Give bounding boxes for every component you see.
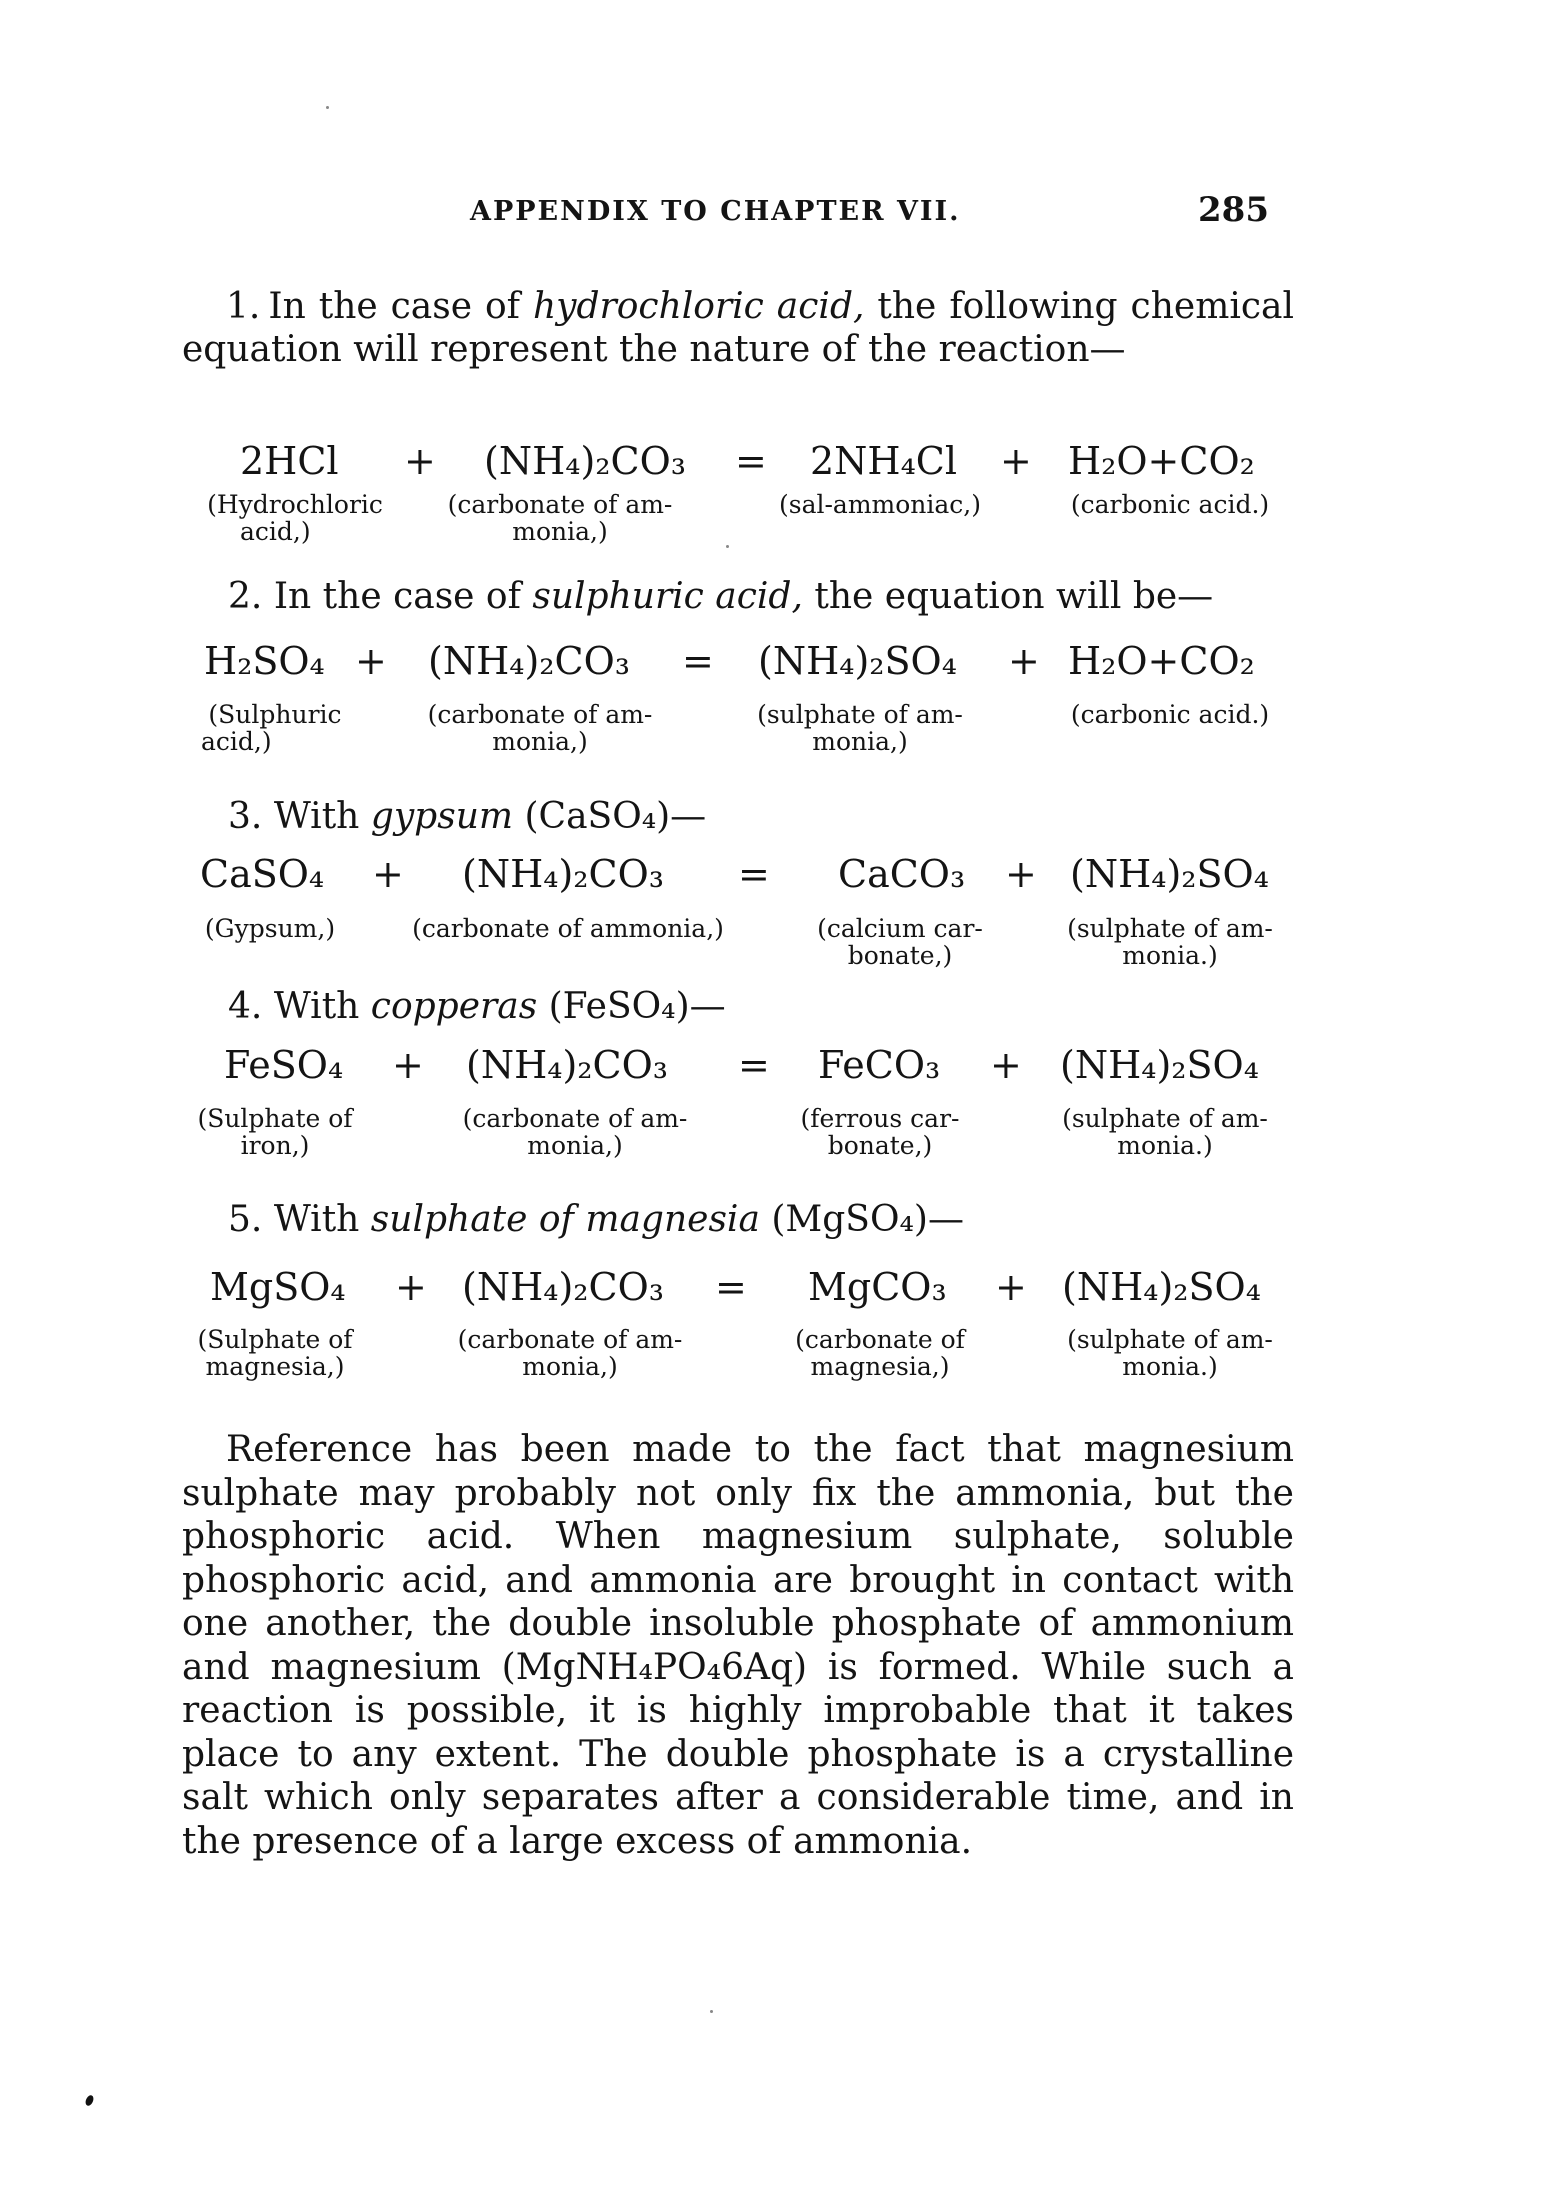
- eq-term: (NH₄)₂CO₃: [462, 852, 664, 896]
- eq-operator: +: [1005, 852, 1037, 896]
- eq-caption: (carbonate of am- monia,): [427, 700, 653, 756]
- ink-speck: [84, 2094, 95, 2107]
- eq-caption: (carbonic acid.): [1070, 700, 1270, 729]
- equation-3: [0, 849, 1564, 899]
- eq-operator: +: [372, 852, 404, 896]
- eq-term: (NH₄)₂CO₃: [462, 1265, 664, 1309]
- eq-operator: +: [355, 639, 387, 683]
- section-text: In the case of: [273, 576, 533, 617]
- eq-caption: (sal-ammoniac,): [778, 490, 981, 519]
- section-term: hydrochloric acid,: [532, 286, 865, 327]
- eq-operator: +: [995, 1265, 1027, 1309]
- section-text: (MgSO₄)—: [759, 1199, 964, 1240]
- eq-term: (NH₄)₂SO₄: [1060, 1043, 1259, 1087]
- eq-operator: +: [990, 1043, 1022, 1087]
- eq-term: (NH₄)₂SO₄: [1062, 1265, 1261, 1309]
- section-1-intro: [182, 285, 1294, 371]
- eq-term: (NH₄)₂CO₃: [466, 1043, 668, 1087]
- section-text: (CaSO₄)—: [513, 796, 707, 837]
- section-text: With: [273, 1199, 371, 1240]
- eq-caption: (carbonate of am- monia,): [447, 490, 673, 546]
- eq-operator: =: [738, 852, 770, 896]
- section-number: 3.: [228, 796, 263, 837]
- eq-caption: (carbonate of ammonia,): [412, 914, 724, 943]
- eq-term: (NH₄)₂CO₃: [428, 639, 630, 683]
- eq-term: FeSO₄: [224, 1043, 344, 1087]
- eq-term: CaCO₃: [838, 852, 966, 896]
- eq-term: (NH₄)₂CO₃: [484, 439, 686, 483]
- section-number: 2.: [228, 576, 263, 617]
- eq-caption: (sulphate of am- monia.): [1067, 1325, 1273, 1381]
- section-text: With: [273, 796, 371, 837]
- eq-caption: (Sulphate of magnesia,): [197, 1325, 353, 1381]
- eq-operator: +: [1008, 639, 1040, 683]
- page-number: 285: [1198, 190, 1269, 230]
- section-text: (FeSO₄)—: [537, 986, 726, 1027]
- eq-operator: +: [395, 1265, 427, 1309]
- eq-term: FeCO₃: [818, 1043, 941, 1087]
- eq-caption: (carbonic acid.): [1070, 490, 1270, 519]
- section-term: copperas: [370, 986, 538, 1027]
- scan-dot: [326, 106, 329, 109]
- eq-term: H₂O+CO₂: [1068, 439, 1255, 483]
- running-head: APPENDIX TO CHAPTER VII.: [470, 196, 961, 227]
- section-4-intro: [228, 985, 726, 1028]
- eq-caption: (Sulphate of iron,): [197, 1104, 353, 1160]
- eq-term: (NH₄)₂SO₄: [758, 639, 957, 683]
- eq-caption: (calcium car- bonate,): [817, 914, 983, 970]
- eq-caption: (carbonate of magnesia,): [795, 1325, 965, 1381]
- eq-caption: (sulphate of am- monia.): [1067, 914, 1273, 970]
- eq-term: 2HCl: [240, 439, 339, 483]
- eq-caption: (carbonate of am- monia,): [462, 1104, 688, 1160]
- eq-operator: =: [735, 439, 767, 483]
- equation-2: [0, 636, 1564, 686]
- eq-term: CaSO₄: [200, 852, 325, 896]
- eq-operator: +: [392, 1043, 424, 1087]
- section-text: With: [273, 986, 371, 1027]
- eq-operator: +: [404, 439, 436, 483]
- eq-caption: (carbonate of am- monia,): [457, 1325, 683, 1381]
- eq-operator: =: [715, 1265, 747, 1309]
- section-term: gypsum: [370, 796, 514, 837]
- eq-term: 2NH₄Cl: [810, 439, 958, 483]
- section-text: the equation will be—: [802, 576, 1214, 617]
- eq-term: H₂SO₄: [204, 639, 325, 683]
- eq-caption: (sulphate of am- monia,): [757, 700, 963, 756]
- eq-term: MgCO₃: [808, 1265, 947, 1309]
- eq-operator: =: [738, 1043, 770, 1087]
- section-number: 1.: [226, 286, 261, 327]
- section-term: sulphuric acid,: [532, 576, 803, 617]
- section-5-intro: [228, 1198, 964, 1241]
- eq-term: MgSO₄: [210, 1265, 346, 1309]
- eq-caption: (Gypsum,): [204, 914, 336, 943]
- eq-term: H₂O+CO₂: [1068, 639, 1255, 683]
- section-number: 4.: [228, 986, 263, 1027]
- scan-dot: [726, 545, 729, 548]
- eq-caption: (Sulphuric acid,): [201, 700, 342, 756]
- eq-caption: (ferrous car- bonate,): [800, 1104, 960, 1160]
- eq-term: (NH₄)₂SO₄: [1070, 852, 1269, 896]
- eq-operator: =: [682, 639, 714, 683]
- section-text: In the case of: [268, 286, 533, 327]
- section-number: 5.: [228, 1199, 263, 1240]
- equation-4: [0, 1040, 1564, 1090]
- closing-paragraph: Reference has been made to the fact that magnesium sulphate may probably not only fix the ammonia, but the phosphoric acid. When magnesium sulphate, soluble phosphoric acid, and ammonia are brought in contact with one another, the double insoluble phosphate of ammonium and magnesium (MgNH₄PO₄6Aq) is formed. While such a reaction is possible, it is highly improbable that it takes place to any extent. The double phosphate is a crystalline salt which only separates after a considerable time, and in the presence of a large excess of ammonia.: [182, 1429, 1294, 1862]
- equation-5: [0, 1262, 1564, 1312]
- eq-operator: +: [1000, 439, 1032, 483]
- section-term: sulphate of magnesia: [370, 1199, 760, 1240]
- section-3-intro: [228, 795, 706, 838]
- eq-caption: (Hydrochloric acid,): [207, 490, 383, 546]
- equation-1: [0, 436, 1564, 486]
- scan-dot: [710, 2010, 713, 2013]
- section-text: the following chemical equation will represent the nature of the reaction—: [182, 286, 1294, 370]
- section-2-intro: [228, 575, 1213, 618]
- eq-caption: (sulphate of am- monia.): [1062, 1104, 1268, 1160]
